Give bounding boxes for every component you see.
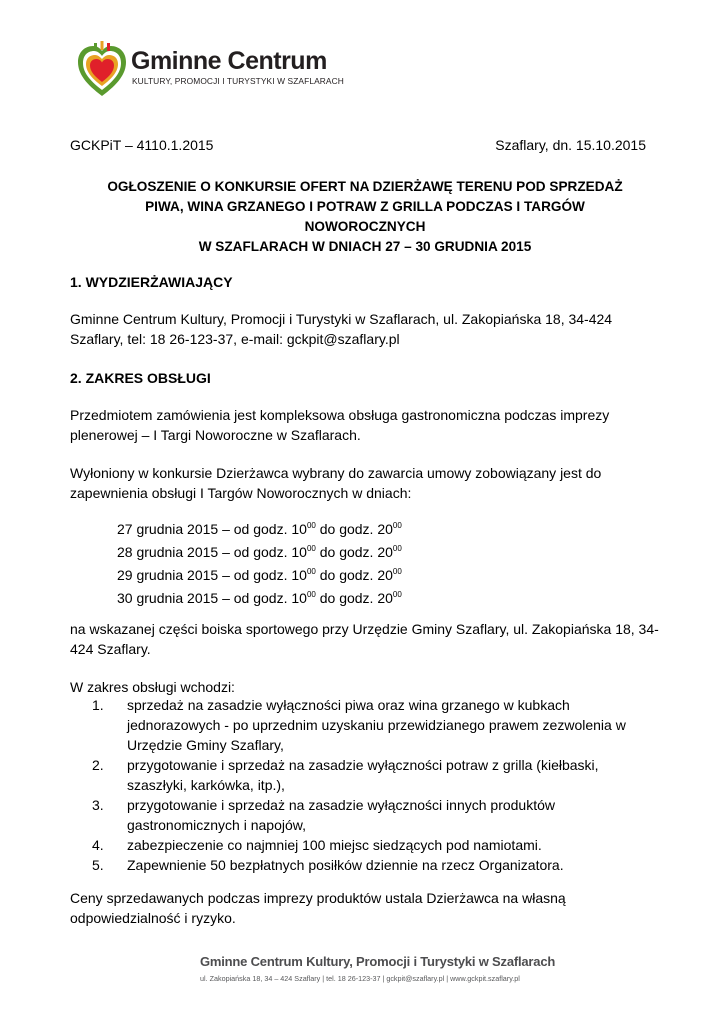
- schedule-item: 29 grudnia 2015 – od godz. $10^{00}$ do godz. $20^{00}$: [117, 567, 402, 583]
- title-line: NOWOROCZNYCH: [304, 219, 426, 234]
- organization-logo: [76, 40, 346, 100]
- section-2-paragraph-2: Wyłoniony w konkursie Dzierżawca wybrany do zawarcia umowy zobowiązany jest do zapewnienia obsługi I Targów Noworocznych w dniach:: [70, 465, 602, 501]
- schedule-item: 30 grudnia 2015 – od godz. $10^{00}$ do godz. $20^{00}$: [117, 590, 402, 606]
- document-title: [60, 177, 670, 257]
- list-item: 4. zabezpieczenie co najmniej 100 miejsc siedzących pod namiotami.: [92, 837, 542, 853]
- list-item: 5. Zapewnienie 50 bezpłatnych posiłków dziennie na rzecz Organizatora.: [92, 857, 564, 873]
- scope-list: [70, 695, 650, 875]
- section-1-heading: 1. WYDZIERŻAWIAJĄCY: [70, 274, 233, 290]
- title-line: W SZAFLARACH W DNIACH 27 – 30 GRUDNIA 2015: [198, 239, 532, 254]
- schedule-list: [117, 519, 402, 611]
- location-paragraph: na wskazanej części boiska sportowego przy Urzędzie Gminy Szaflary, ul. Zakopiańska 18, 34-424 Szaflary.: [70, 621, 659, 657]
- title-line: OGŁOSZENIE O KONKURSIE OFERT NA DZIERŻAWĘ TERENU POD SPRZEDAŻ: [107, 179, 623, 194]
- title-line: PIWA, WINA GRZANEGO I POTRAW Z GRILLA PODCZAS I TARGÓW: [145, 199, 585, 214]
- footer-organization-name: Gminne Centrum Kultury, Promocji i Turystyki w Szaflarach: [200, 954, 556, 969]
- logo-name: Gminne Centrum: [131, 47, 327, 75]
- schedule-item: 28 grudnia 2015 – od godz. $10^{00}$ do godz. $20^{00}$: [117, 544, 402, 560]
- scope-intro: W zakres obsługi wchodzi:: [70, 679, 235, 695]
- logo-subtitle: KULTURY, PROMOCJI I TURYSTYKI W SZAFLARACH: [132, 76, 344, 86]
- section-2-heading: 2. ZAKRES OBSŁUGI: [70, 370, 211, 386]
- closing-paragraph: Ceny sprzedawanych podczas imprezy produktów ustala Dzierżawca na własną odpowiedzialność i ryzyko.: [70, 890, 566, 926]
- document-reference: GCKPiT – 4110.1.2015: [70, 137, 214, 153]
- section-2-paragraph-1: Przedmiotem zamówienia jest kompleksowa obsługa gastronomiczna podczas imprezy plenerowej – I Targi Noworoczne w Szaflarach.: [70, 407, 610, 443]
- heart-logo-icon: [76, 40, 128, 98]
- list-item: 2. przygotowanie i sprzedaż na zasadzie wyłączności potraw z grilla (kiełbaski, szaszłyki, karkówka, itp.),: [92, 757, 599, 793]
- list-item: 1. sprzedaż na zasadzie wyłączności piwa oraz wina grzanego w kubkach jednorazowych - po uprzednim uzyskaniu przewidzianego prawem zezwolenia w Urzędzie Gminy Szaflary,: [92, 697, 626, 753]
- section-1-body: Gminne Centrum Kultury, Promocji i Turystyki w Szaflarach, ul. Zakopiańska 18, 34-424 Szaflary, tel: 18 26-123-37, e-mail: gckpit@szaflary.pl: [70, 311, 613, 347]
- list-item: 3. przygotowanie i sprzedaż na zasadzie wyłączności innych produktów gastronomicznych i napojów,: [92, 797, 555, 833]
- schedule-item: 27 grudnia 2015 – od godz. $10^{00}$ do godz. $20^{00}$: [117, 521, 402, 537]
- document-place-date: Szaflary, dn. 15.10.2015: [495, 137, 646, 153]
- footer-address: ul. Zakopiańska 18, 34 – 424 Szaflary | tel. 18 26-123-37 | gckpit@szaflary.pl | www.gckpit.szaflary.pl: [200, 974, 520, 983]
